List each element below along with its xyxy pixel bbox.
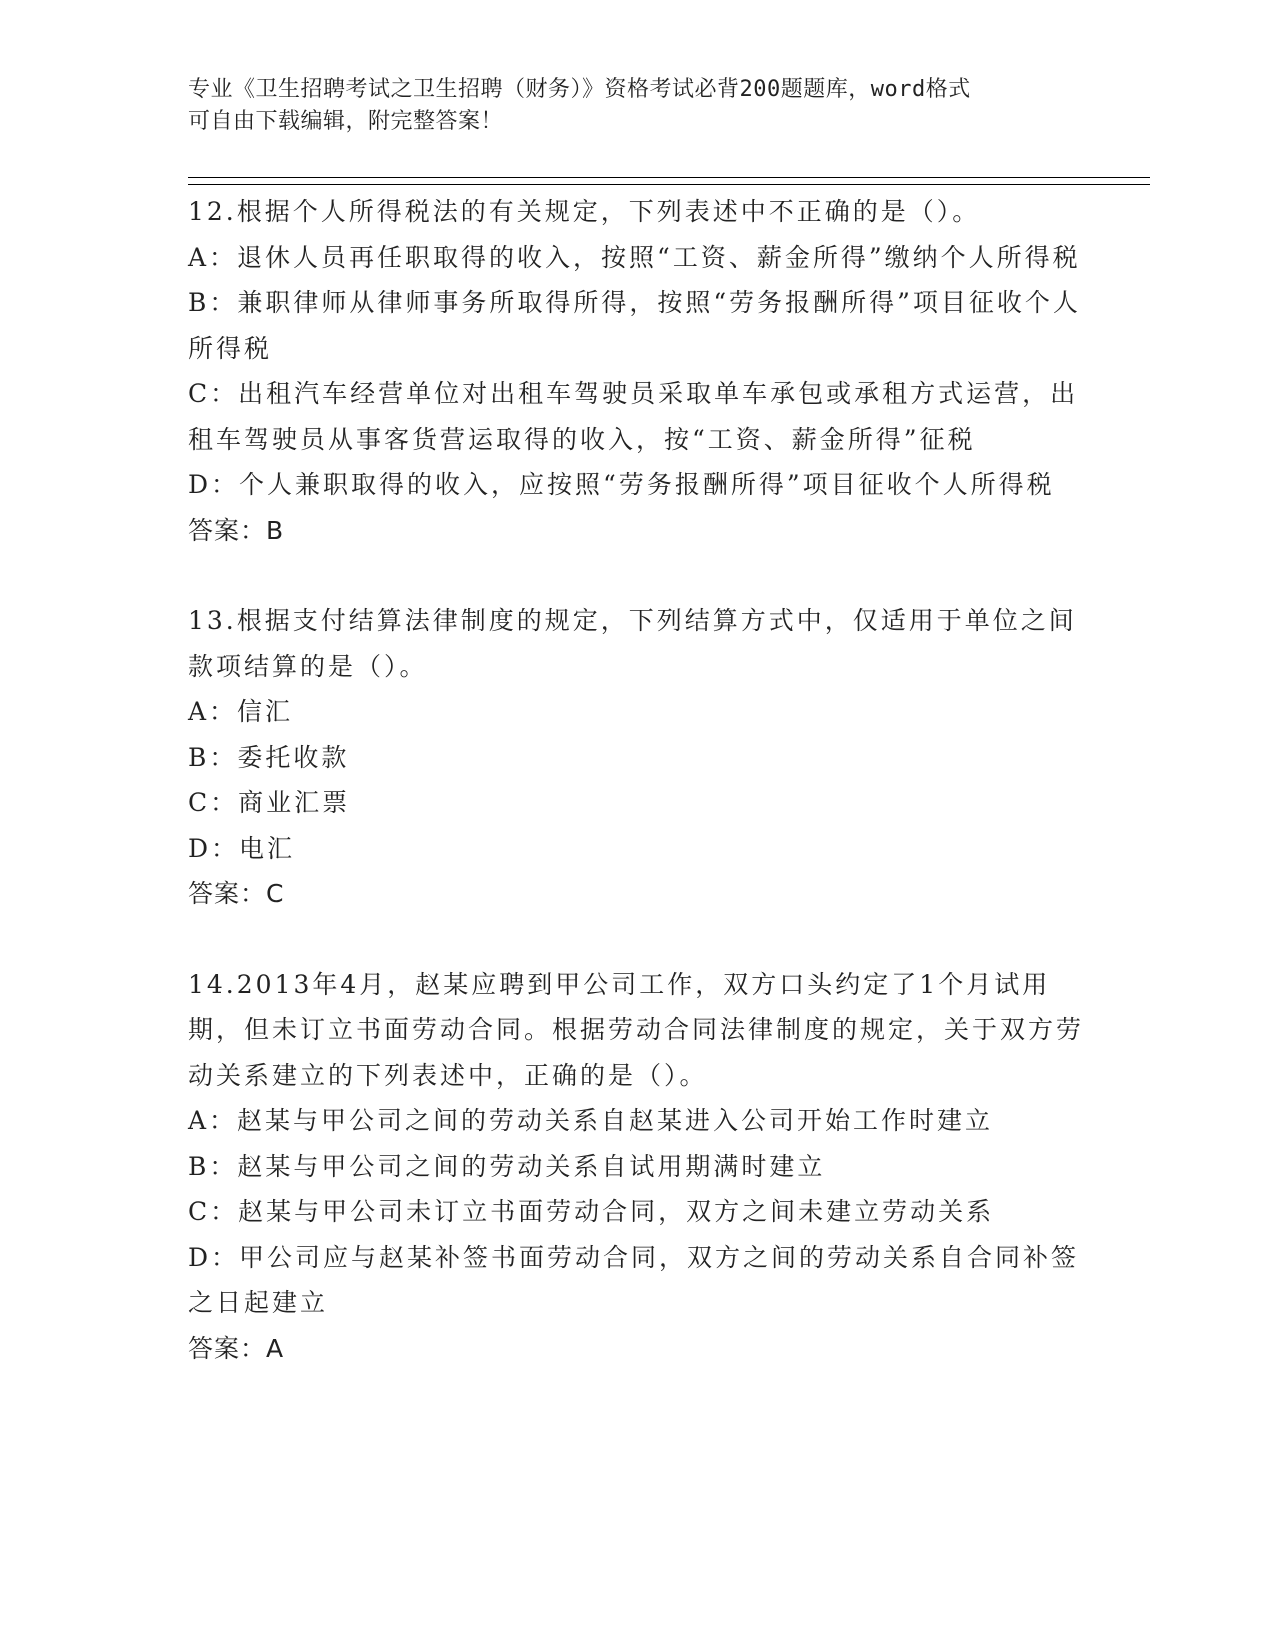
question-13	[188, 598, 1088, 917]
option-a: A：退休人员再任职取得的收入，按照“工资、薪金所得”缴纳个人所得税	[188, 242, 1081, 272]
answer: 答案：B	[188, 515, 285, 545]
option-c: C：出租汽车经营单位对出租车驾驶员采取单车承包或承租方式运营，出租车驾驶员从事客货营运取得的收入，按“工资、薪金所得”征税	[188, 379, 1079, 454]
option-d: D：个人兼职取得的收入，应按照“劳务报酬所得”项目征收个人所得税	[188, 470, 1055, 499]
header-line-1: 专业《卫生招聘考试之卫生招聘（财务）》资格考试必背200题题库，word格式	[188, 77, 971, 102]
header-line-2: 可自由下载编辑，附完整答案！	[188, 109, 504, 134]
answer: 答案：A	[188, 1333, 285, 1363]
option-a: A：信汇	[188, 697, 294, 726]
option-a: A：赵某与甲公司之间的劳动关系自赵某进入公司开始工作时建立	[188, 1106, 994, 1135]
option-b: B：委托收款	[188, 742, 350, 772]
option-d: D：电汇	[188, 833, 296, 863]
question-14	[188, 962, 1088, 1372]
question-stem: 14.2013年4月，赵某应聘到甲公司工作，双方口头约定了1个月试用期，但未订立书面劳动合同。根据劳动合同法律制度的规定，关于双方劳动关系建立的下列表述中，正确的是（）。	[188, 969, 1085, 1090]
option-c: C：商业汇票	[188, 788, 351, 817]
header-divider	[188, 177, 1150, 185]
option-b: B：赵某与甲公司之间的劳动关系自试用期满时建立	[188, 1151, 826, 1181]
question-12	[188, 189, 1088, 553]
document-header	[188, 74, 1068, 138]
answer: 答案：C	[188, 879, 285, 908]
option-b: B：兼职律师从律师事务所取得所得，按照“劳务报酬所得”项目征收个人所得税	[188, 288, 1081, 363]
question-stem: 12.根据个人所得税法的有关规定，下列表述中不正确的是（）。	[188, 197, 981, 226]
question-stem: 13.根据支付结算法律制度的规定，下列结算方式中，仅适用于单位之间款项结算的是（）。	[188, 606, 1077, 681]
question-list	[188, 189, 1088, 1416]
option-c: C：赵某与甲公司未订立书面劳动合同，双方之间未建立劳动关系	[188, 1197, 995, 1226]
option-d: D：甲公司应与赵某补签书面劳动合同，双方之间的劳动关系自合同补签之日起建立	[188, 1242, 1080, 1317]
